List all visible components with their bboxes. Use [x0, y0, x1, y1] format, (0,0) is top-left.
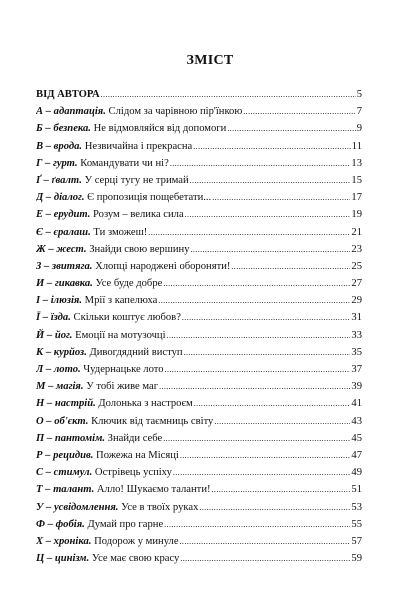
toc-entry[interactable]	[36, 464, 362, 481]
toc-page-number: 23	[351, 243, 362, 255]
toc-entry-title: Ключик від таємниць світу	[91, 415, 214, 427]
toc-page-number: 21	[351, 226, 362, 238]
toc-entry[interactable]	[36, 413, 362, 430]
toc-page-number: 13	[351, 157, 362, 169]
toc-entry-heading: Н – настрій.	[36, 398, 96, 410]
toc-entry-title: Слідом за чарівною пір'їнкою	[108, 106, 243, 118]
toc-entry-title: Розум – велика сила	[93, 209, 184, 221]
toc-entry-title: Хлопці народжені обороняти!	[95, 260, 231, 272]
toc-entry-title: Ти зможеш!	[93, 226, 148, 238]
toc-leader-dots	[212, 189, 350, 206]
toc-entry-heading: А – адаптація.	[36, 106, 106, 118]
toc-page-number: 9	[356, 123, 362, 135]
toc-leader-dots	[163, 430, 350, 447]
toc-page-number: 15	[351, 174, 362, 186]
toc-entry-title: У серці тугу не тримай	[84, 174, 189, 186]
toc-page-number: 31	[351, 312, 362, 324]
toc-entry[interactable]	[36, 120, 362, 137]
toc-entry-title: Знайди себе	[107, 432, 163, 444]
toc-entry[interactable]	[36, 189, 362, 206]
toc-leader-dots	[158, 292, 350, 309]
toc-entry[interactable]	[36, 138, 362, 155]
toc-leader-dots	[148, 224, 350, 241]
toc-entry-title: Острівець успіху	[94, 467, 172, 479]
toc-entry-title: Мрії з капелюха	[84, 295, 158, 307]
toc-entry[interactable]	[36, 481, 362, 498]
toc-leader-dots	[193, 138, 351, 155]
toc-page-number: 47	[351, 449, 362, 461]
toc-entry-heading: Р – рецидив.	[36, 449, 94, 461]
toc-page-number: 19	[351, 209, 362, 221]
toc-entry-heading: Б – безпека.	[36, 123, 91, 135]
toc-leader-dots	[180, 550, 350, 567]
toc-entry[interactable]	[36, 224, 362, 241]
toc-entry[interactable]	[36, 516, 362, 533]
toc-entry-title: Скільки коштує любов?	[73, 312, 181, 324]
toc-entry-heading: І – ілюзія.	[36, 295, 83, 307]
toc-entry-heading: ВІД АВТОРА	[36, 89, 100, 100]
toc-leader-dots	[185, 206, 351, 223]
toc-leader-dots	[180, 447, 351, 464]
toc-entry[interactable]	[36, 344, 362, 361]
toc-entry-title: Усе буде добре	[95, 278, 163, 290]
toc-entry-title: Усе в твоїх руках	[121, 501, 199, 513]
toc-page-number: 27	[351, 278, 362, 290]
toc-entry-heading: Е – ерудит.	[36, 209, 91, 221]
toc-leader-dots	[227, 120, 355, 137]
toc-page-number: 7	[356, 106, 362, 118]
toc-entry-heading: Й – йог.	[36, 329, 73, 341]
toc-page-number: 43	[351, 415, 362, 427]
toc-page-number: 25	[351, 260, 362, 272]
toc-page-number: 35	[351, 346, 362, 358]
toc-entry-heading: З – звитяга.	[36, 260, 93, 272]
toc-entry-title: Думай про гарне	[87, 518, 164, 530]
toc-entry[interactable]	[36, 447, 362, 464]
toc-entry[interactable]	[36, 309, 362, 326]
toc-entry-title: Незвичайна і прекрасна	[84, 140, 193, 152]
toc-page-number: 53	[351, 501, 362, 513]
toc-entry-heading: М – магія.	[36, 381, 84, 393]
table-of-contents	[36, 86, 362, 567]
toc-entry[interactable]	[36, 241, 362, 258]
toc-entry-heading: У – усвідомлення.	[36, 501, 119, 513]
toc-leader-dots	[199, 499, 350, 516]
toc-entry-heading: Ї – їзда.	[36, 312, 71, 324]
toc-entry-heading: Є – єралаш.	[36, 226, 91, 238]
toc-leader-dots	[163, 275, 350, 292]
toc-leader-dots	[159, 378, 350, 395]
toc-leader-dots	[243, 103, 355, 120]
toc-entry-heading: С – стимул.	[36, 467, 93, 479]
toc-leader-dots	[180, 533, 351, 550]
toc-leader-dots	[214, 413, 350, 430]
toc-entry-title: Не відмовляйся від допомоги	[93, 123, 227, 135]
toc-leader-dots	[184, 344, 351, 361]
toc-entry-heading: Ф – фобія.	[36, 518, 85, 530]
toc-leader-dots	[167, 327, 351, 344]
toc-entry[interactable]	[36, 378, 362, 395]
toc-leader-dots	[191, 241, 351, 258]
toc-leader-dots	[170, 155, 351, 172]
toc-entry-heading: Л – лото.	[36, 364, 81, 375]
toc-entry-title: Алло! Шукаємо таланти!	[96, 484, 211, 496]
toc-page-number: 49	[351, 467, 362, 479]
toc-page-number: 29	[351, 295, 362, 307]
toc-entry-heading: Ґ – ґвалт.	[36, 174, 82, 186]
toc-page-number: 39	[351, 381, 362, 393]
toc-entry[interactable]	[36, 361, 362, 378]
toc-entry-title: Чудернацьке лото	[83, 364, 164, 375]
toc-entry[interactable]	[36, 172, 362, 189]
toc-entry[interactable]	[36, 395, 362, 412]
toc-entry-title: Усе має свою красу	[91, 553, 180, 565]
toc-page-number: 41	[351, 398, 362, 410]
toc-entry[interactable]	[36, 206, 362, 223]
toc-entry-title: Пожежа на Місяці	[96, 449, 179, 461]
toc-leader-dots	[165, 361, 351, 378]
toc-page-number: 59	[351, 553, 362, 565]
toc-leader-dots	[194, 395, 351, 412]
toc-entry-heading: Х – хроніка.	[36, 535, 92, 547]
toc-page-number: 17	[351, 192, 362, 204]
toc-page-number: 45	[351, 432, 362, 444]
toc-entry[interactable]	[36, 86, 362, 103]
page-title: ЗМІСТ	[186, 53, 234, 68]
toc-entry-title: Долонька з настроєм	[98, 398, 193, 410]
toc-entry-heading: Т – талант.	[36, 484, 95, 496]
toc-leader-dots	[101, 86, 356, 103]
toc-entry[interactable]	[36, 550, 362, 567]
toc-entry-title: Емоції на мотузочці	[75, 329, 166, 341]
toc-entry-heading: П – пантомім.	[36, 432, 106, 444]
toc-leader-dots	[173, 464, 351, 481]
toc-leader-dots	[212, 481, 351, 498]
toc-page-number: 11	[351, 140, 362, 152]
toc-entry-title: Знайди свою вершину	[89, 243, 190, 255]
toc-entry-heading: В – врода.	[36, 140, 83, 152]
toc-entry[interactable]	[36, 430, 362, 447]
toc-entry-heading: И – гикавка.	[36, 278, 93, 290]
toc-entry-heading: Д – діалог.	[36, 192, 85, 204]
toc-entry[interactable]	[36, 258, 362, 275]
toc-entry-title: Подорож у минуле	[94, 535, 179, 547]
toc-entry[interactable]	[36, 292, 362, 309]
toc-leader-dots	[231, 258, 350, 275]
toc-entry-heading: Ц – цинізм.	[36, 553, 90, 565]
toc-entry-title: Є пропозиція пощебетати...	[87, 192, 212, 204]
toc-entry-title: У тобі живе маг	[86, 381, 159, 393]
toc-entry-heading: Г – гурт.	[36, 157, 78, 169]
toc-page-number: 51	[351, 484, 362, 496]
toc-page-number: 33	[351, 329, 362, 341]
toc-page-number: 37	[351, 364, 362, 375]
toc-entry[interactable]	[36, 533, 362, 550]
toc-entry-heading: О – об'єкт.	[36, 415, 89, 427]
toc-page-number: 5	[356, 89, 362, 100]
toc-page-number: 55	[351, 518, 362, 530]
toc-entry-heading: Ж – жест.	[36, 243, 87, 255]
toc-leader-dots	[182, 309, 351, 326]
toc-page-number: 57	[351, 535, 362, 547]
toc-entry-title: Командувати чи ні?	[80, 157, 169, 169]
toc-entry[interactable]	[36, 275, 362, 292]
toc-entry-title: Дивогдядний виступ	[89, 346, 183, 358]
toc-leader-dots	[190, 172, 351, 189]
toc-entry[interactable]	[36, 499, 362, 516]
toc-entry[interactable]	[36, 155, 362, 172]
toc-leader-dots	[164, 516, 350, 533]
toc-entry[interactable]	[36, 327, 362, 344]
toc-entry-heading: К – курйоз.	[36, 346, 87, 358]
toc-entry[interactable]	[36, 103, 362, 120]
